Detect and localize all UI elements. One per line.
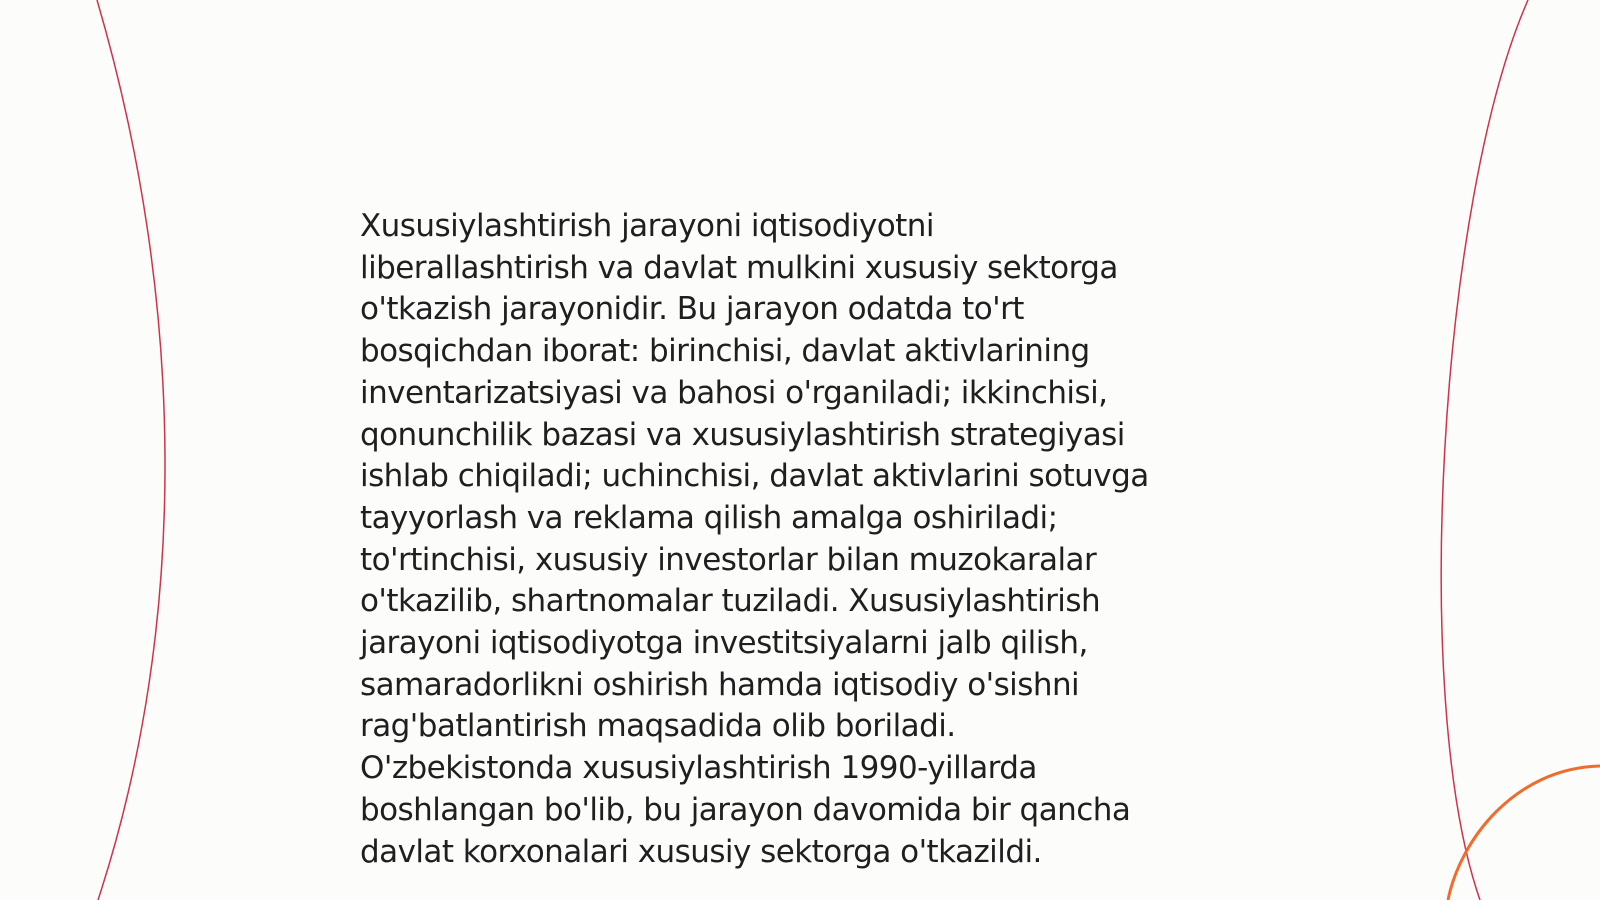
left-decorative-curve (97, 0, 165, 900)
orange-circle-arc (1448, 766, 1600, 900)
right-decorative-curve (1441, 0, 1528, 900)
slide-body-text: Xususiylashtirish jarayoni iqtisodiyotni liberallashtirish va davlat mulkini xususiy sektorga o'tkazish jarayonidir. Bu jarayon odatda to'rt bosqichdan iborat: birinchisi, davlat aktivlarining inventarizatsiyasi va bahosi o'rganiladi; ikkinchisi, qonunchilik bazasi va xususiylashtirish strategiyasi ishlab chiqiladi; uchinchisi, davlat aktivlarini sotuvga tayyorlash va reklama qilish amalga oshiriladi; to'rtinchisi, xususiy investorlar bilan muzokaralar o'tkazilib, shartnomalar tuziladi. Xususiylashtirish jarayoni iqtisodiyotga investitsiyalarni jalb qilish, samaradorlikni oshirish hamda iqtisodiy o'sishni rag'batlantirish maqsadida olib boriladi. O'zbekistonda xususiylashtirish 1990-yillarda boshlangan bo'lib, bu jarayon davomida bir qancha davlat korxonalari xususiy sektorga o'tkazildi. (360, 208, 1149, 870)
